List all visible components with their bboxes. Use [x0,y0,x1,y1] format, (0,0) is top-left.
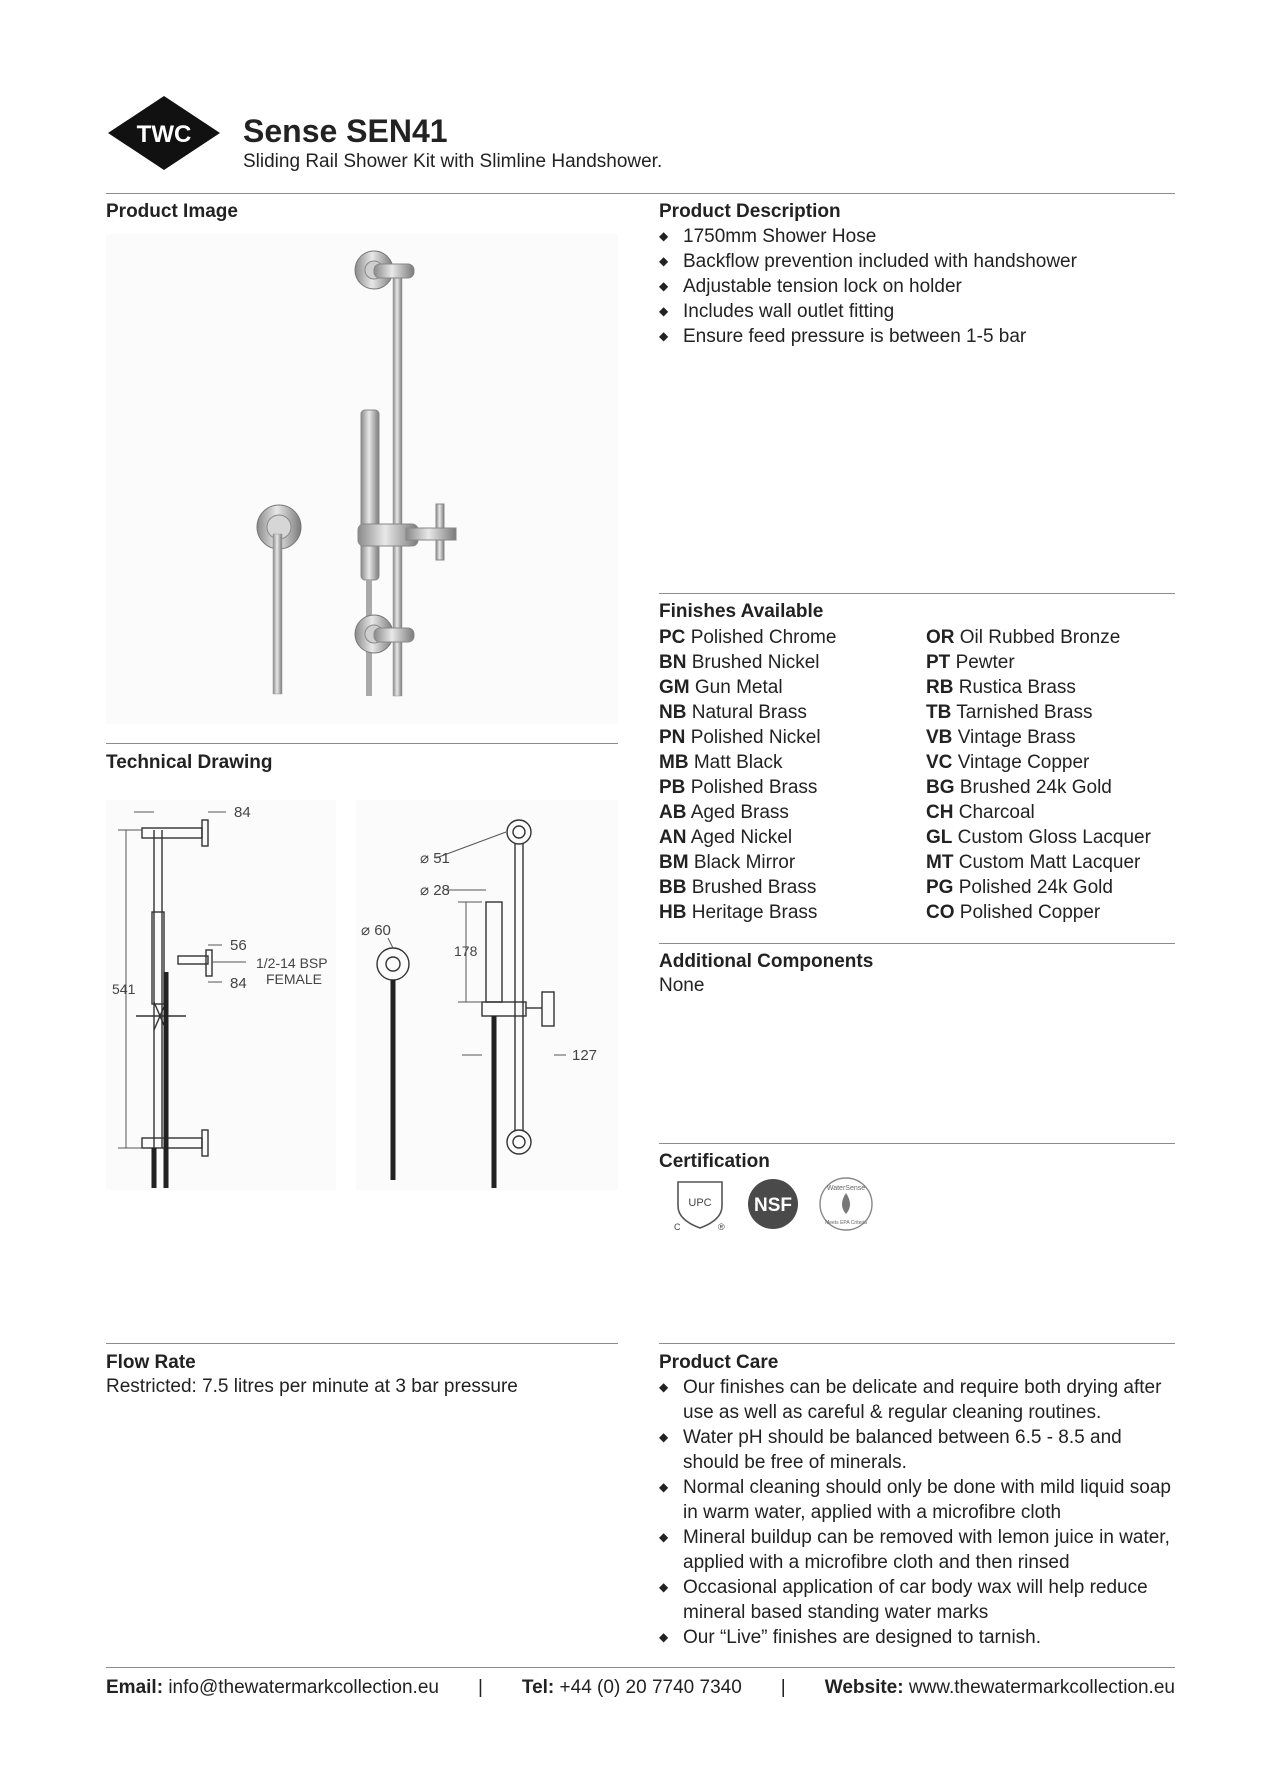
finish-item [659,900,909,925]
list-item: ◆ Our “Live” finishes are designed to tarnish. [659,1625,1175,1650]
list-item: ◆ Backflow prevention included with handshower [659,249,1179,274]
tel-label: Tel: [521,1677,555,1698]
finish-name: Charcoal [958,802,1035,823]
product-description-heading: Product Description [659,201,841,222]
finish-code: VC [926,752,953,773]
footer-tel [522,1677,742,1699]
technical-drawing-divider [106,743,618,744]
website-link[interactable]: www.thewatermarkcollection.eu [908,1677,1175,1698]
list-item: ◆ Our finishes can be delicate and require both drying after use as well as careful & regular cleaning routines. [659,1375,1175,1425]
finish-code: PT [926,652,951,673]
finish-code: GM [659,677,690,698]
finish-item [659,775,909,800]
finish-name: Polished 24k Gold [958,877,1113,898]
finish-item [926,875,1176,900]
additional-components-divider [659,943,1175,944]
dim-127: 127 [572,1047,598,1064]
finish-code: MB [659,752,689,773]
finish-name: Brushed 24k Gold [959,777,1112,798]
finish-code: PB [659,777,686,798]
technical-drawing-heading: Technical Drawing [106,752,273,773]
finish-code: BG [926,777,955,798]
footer-separator: | [780,1677,786,1698]
finish-item [659,800,909,825]
list-item: ◆ Adjustable tension lock on holder [659,274,1179,299]
dim-84-top: 84 [234,804,251,821]
technical-drawing [106,790,618,1190]
finish-name: Rustica Brass [958,677,1076,698]
dim-bsp: 1/2-14 BSP [256,955,328,971]
finish-name: Polished Copper [959,902,1101,923]
footer-website [825,1677,1175,1699]
email-link[interactable]: info@thewatermarkcollection.eu [168,1677,439,1698]
finish-name: Custom Matt Lacquer [958,852,1141,873]
upc-c: C [674,1222,681,1232]
finish-code: PC [659,627,686,648]
finish-item [926,825,1176,850]
watersense-subtext: Meets EPA Criteria [825,1220,867,1226]
dim-female: FEMALE [266,971,323,987]
certification-heading: Certification [659,1151,770,1172]
finish-item [926,800,1176,825]
finish-item [659,850,909,875]
finish-code: AB [659,802,687,823]
finish-name: Heritage Brass [691,902,818,923]
list-item: ◆ 1750mm Shower Hose [659,224,1179,249]
list-item: ◆ Includes wall outlet fitting [659,299,1179,324]
finish-item [926,700,1176,725]
list-item: ◆ Mineral buildup can be removed with lemon juice in water, applied with a microfibre cloth and then rinsed [659,1525,1175,1575]
page-subtitle: Sliding Rail Shower Kit with Slimline Handshower. [243,151,663,172]
finish-name: Aged Nickel [690,827,793,848]
finish-name: Vintage Copper [957,752,1090,773]
dim-60: ⌀ 60 [361,922,391,939]
finish-name: Brushed Nickel [691,652,820,673]
dim-541: 541 [112,981,136,997]
finishes-right-column [926,625,1176,925]
footer-separator: | [477,1677,483,1698]
finish-code: BM [659,852,689,873]
finish-item [926,750,1176,775]
finish-item [659,875,909,900]
finish-name: Gun Metal [694,677,783,698]
finish-item [659,825,909,850]
watersense-badge [818,1176,874,1232]
dim-28: ⌀ 28 [420,882,450,899]
finish-name: Matt Black [693,752,783,773]
finish-code: RB [926,677,954,698]
tel-link[interactable]: +44 (0) 20 7740 7340 [559,1677,742,1698]
finish-item [926,675,1176,700]
finish-name: Oil Rubbed Bronze [959,627,1121,648]
finish-name: Natural Brass [691,702,807,723]
watersense-text: WaterSense [826,1185,866,1192]
finish-code: TB [926,702,952,723]
finish-name: Polished Chrome [690,627,837,648]
dim-178: 178 [454,943,478,959]
certification-divider [659,1143,1175,1144]
email-label: Email: [106,1677,164,1698]
finish-code: CO [926,902,955,923]
product-care-divider [659,1343,1175,1344]
flow-rate-heading: Flow Rate [106,1352,196,1373]
finish-name: Pewter [955,652,1015,673]
product-description-list [659,224,1179,349]
finish-code: NB [659,702,687,723]
finish-name: Black Mirror [693,852,796,873]
finish-item [659,625,909,650]
dim-84-bottom: 84 [230,975,247,992]
product-image-heading: Product Image [106,201,238,222]
finish-code: PN [659,727,686,748]
finish-name: Polished Brass [690,777,818,798]
product-care-heading: Product Care [659,1352,779,1373]
finish-item [926,900,1176,925]
footer [106,1677,1175,1699]
finish-code: AN [659,827,687,848]
nsf-text: NSF [754,1195,792,1216]
upc-badge [672,1176,728,1232]
finish-code: MT [926,852,954,873]
flow-rate-value: Restricted: 7.5 litres per minute at 3 bar pressure [106,1376,518,1397]
dim-56: 56 [230,937,247,954]
page-title: Sense SEN41 [243,113,448,149]
footer-divider [106,1667,1175,1668]
dim-51: ⌀ 51 [420,850,450,867]
finish-item [659,675,909,700]
finish-name: Tarnished Brass [956,702,1093,723]
finish-code: CH [926,802,954,823]
list-item: ◆ Water pH should be balanced between 6.5 - 8.5 and should be free of minerals. [659,1425,1175,1475]
header-divider [106,193,1175,194]
finish-item [659,700,909,725]
list-item: ◆ Normal cleaning should only be done with mild liquid soap in warm water, applied with a microfibre cloth [659,1475,1175,1525]
product-image [106,234,618,724]
finish-item [926,775,1176,800]
finish-code: BN [659,652,687,673]
finish-name: Aged Brass [690,802,789,823]
website-label: Website: [824,1677,904,1698]
additional-components-heading: Additional Components [659,951,874,972]
finish-item [926,625,1176,650]
finish-code: BB [659,877,687,898]
finish-name: Vintage Brass [957,727,1076,748]
additional-components-value: None [659,975,705,996]
upc-r: ® [718,1222,725,1232]
finish-code: OR [926,627,955,648]
list-item: ◆ Ensure feed pressure is between 1-5 bar [659,324,1179,349]
finish-item [926,725,1176,750]
upc-text: UPC [688,1197,712,1209]
finish-name: Brushed Brass [691,877,817,898]
finish-code: HB [659,902,687,923]
finish-code: VB [926,727,953,748]
finishes-heading: Finishes Available [659,601,824,622]
product-care-list [659,1375,1175,1650]
finish-item [926,850,1176,875]
finish-item [659,750,909,775]
finish-item [659,650,909,675]
logo [106,94,222,172]
finish-name: Custom Gloss Lacquer [957,827,1151,848]
finishes-left-column [659,625,909,925]
finish-code: PG [926,877,954,898]
finish-item [926,650,1176,675]
finishes-divider [659,593,1175,594]
list-item: ◆ Occasional application of car body wax will help reduce mineral based standing water marks [659,1575,1175,1625]
finish-code: GL [926,827,953,848]
footer-email [106,1677,439,1699]
flow-rate-divider [106,1343,618,1344]
logo-text: TWC [136,121,192,148]
finish-name: Polished Nickel [690,727,821,748]
nsf-badge [747,1178,799,1230]
finish-item [659,725,909,750]
